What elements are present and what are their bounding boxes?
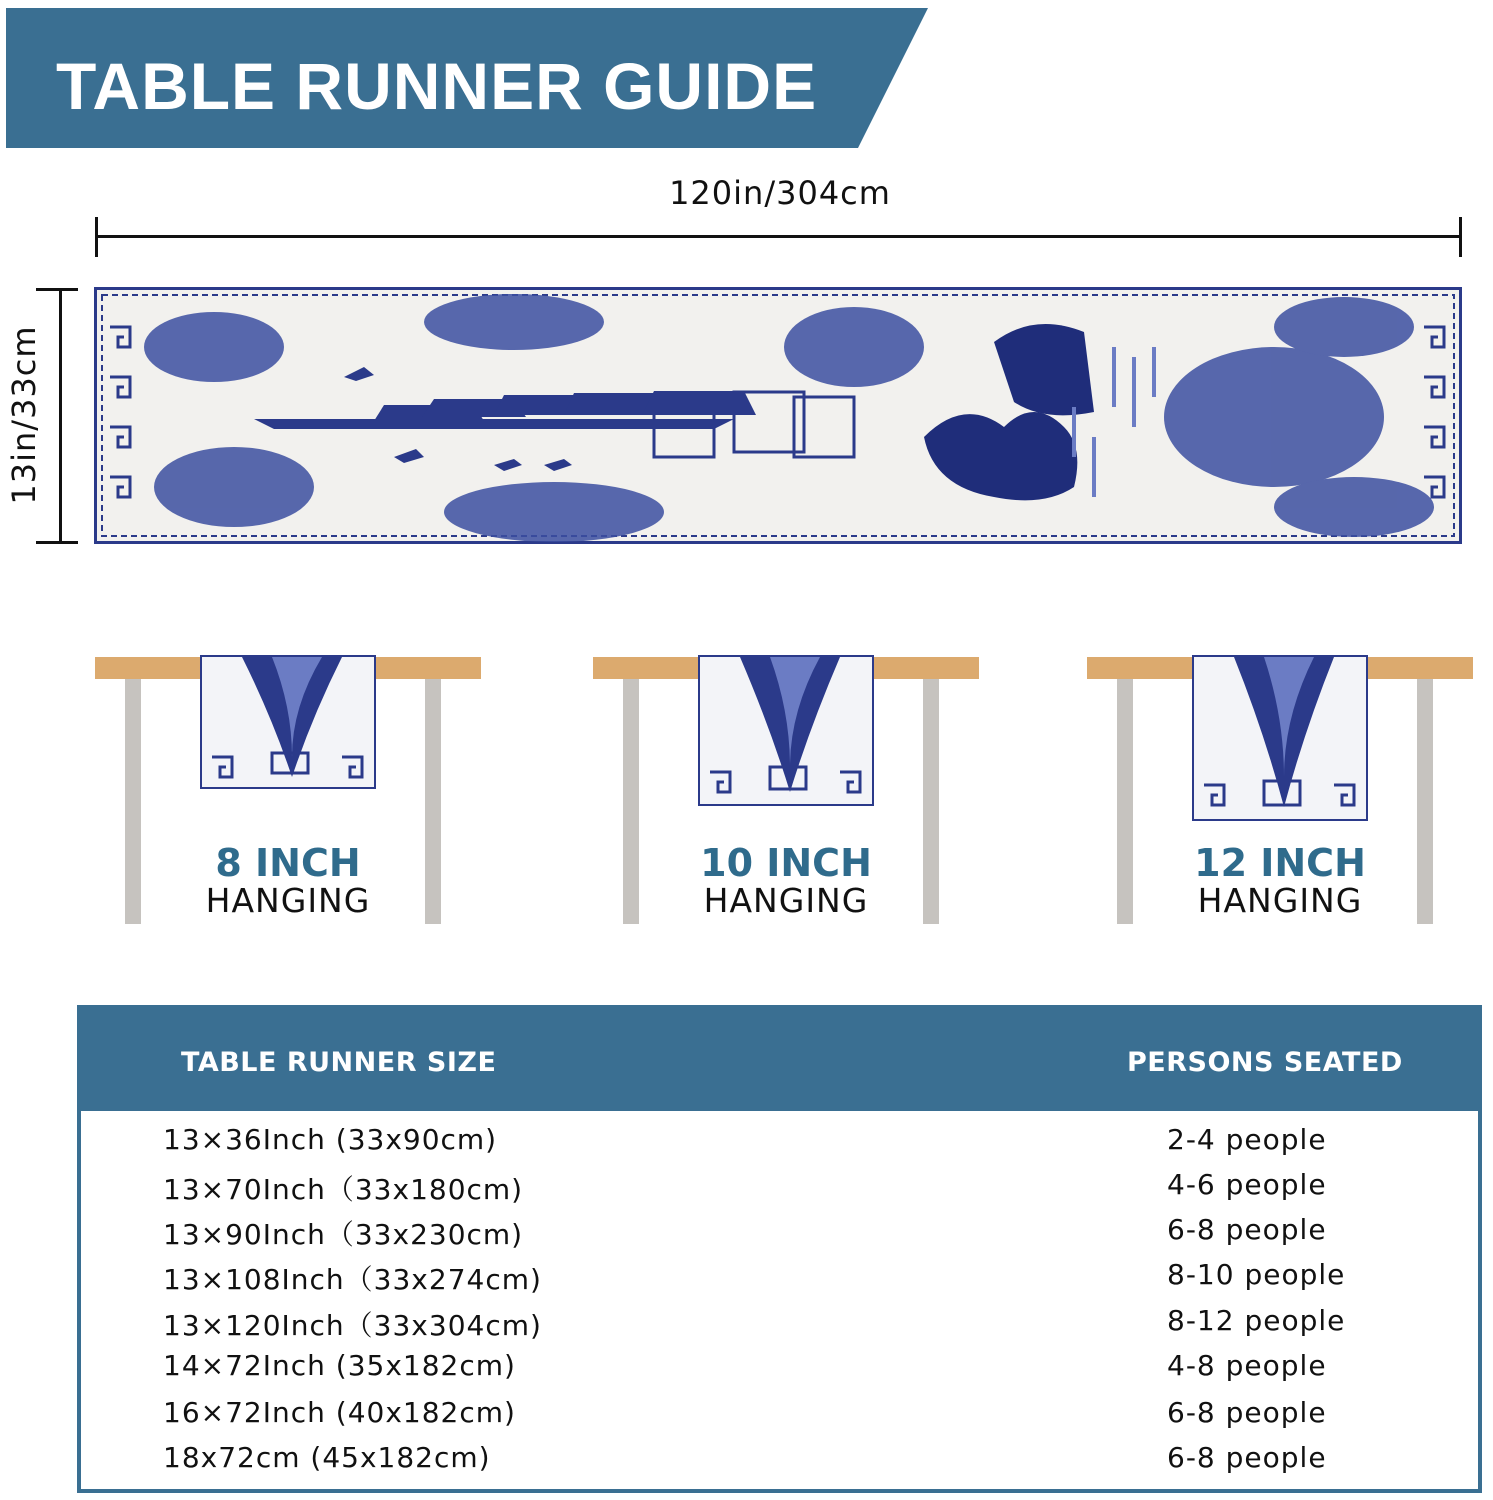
width-dimension-label: 13in/33cm: [5, 325, 43, 505]
table-row: [81, 1168, 1478, 1212]
runner-drop: [200, 655, 376, 789]
length-dimension-label: 120in/304cm: [669, 174, 891, 212]
runner-size-cell: 18x72cm (45x182cm): [163, 1441, 491, 1474]
page-title: TABLE RUNNER GUIDE: [56, 49, 818, 123]
persons-seated-cell: 4-8 people: [1167, 1349, 1327, 1382]
width-dimension-cap-bottom: [36, 541, 78, 544]
persons-seated-cell: 2-4 people: [1167, 1123, 1327, 1156]
size-table: [77, 1005, 1482, 1493]
column-header-size: TABLE RUNNER SIZE: [181, 1047, 497, 1078]
table-row: [81, 1396, 1478, 1440]
runner-size-cell: 16×72Inch (40x182cm): [163, 1396, 516, 1429]
table-row: [81, 1123, 1478, 1167]
persons-seated-cell: 6-8 people: [1167, 1441, 1327, 1474]
runner-size-cell: 13×108Inch（33x274cm): [163, 1263, 542, 1296]
column-header-seated: PERSONS SEATED: [1127, 1047, 1403, 1078]
runner-size-cell: 13×70Inch（33x180cm): [163, 1173, 524, 1206]
hanging-length-value: 12 INCH: [1194, 841, 1366, 885]
table-row: [81, 1213, 1478, 1257]
runner-drop: [1192, 655, 1368, 821]
hanging-length-value: 10 INCH: [700, 841, 872, 885]
runner-size-cell: 14×72Inch (35x182cm): [163, 1349, 516, 1382]
runner-size-cell: 13×36Inch (33x90cm): [163, 1123, 498, 1156]
length-dimension-cap-right: [1459, 217, 1462, 257]
persons-seated-cell: 4-6 people: [1167, 1168, 1327, 1201]
hanging-label: HANGING: [1197, 881, 1363, 920]
table-10-inch-hanging: [593, 655, 979, 927]
width-dimension-cap-top: [36, 288, 78, 291]
hanging-label: HANGING: [205, 881, 371, 920]
header-banner: [6, 8, 928, 148]
persons-seated-cell: 8-10 people: [1167, 1258, 1346, 1291]
persons-seated-cell: 6-8 people: [1167, 1213, 1327, 1246]
runner-size-cell: 13×90Inch（33x230cm): [163, 1218, 524, 1251]
hanging-label: HANGING: [703, 881, 869, 920]
table-row: [81, 1304, 1478, 1348]
persons-seated-cell: 6-8 people: [1167, 1396, 1327, 1429]
length-dimension-cap-left: [95, 217, 98, 257]
width-dimension-line: [59, 290, 62, 544]
length-dimension-line: [96, 235, 1462, 238]
size-table-header: [81, 1009, 1478, 1111]
table-row: [81, 1258, 1478, 1302]
runner-pattern: [94, 287, 1462, 544]
persons-seated-cell: 8-12 people: [1167, 1304, 1346, 1337]
table-12-inch-hanging: [1087, 655, 1473, 927]
table-runner-image: [94, 287, 1462, 544]
runner-drop: [698, 655, 874, 806]
table-8-inch-hanging: [95, 655, 481, 927]
table-row: [81, 1349, 1478, 1393]
runner-size-cell: 13×120Inch（33x304cm): [163, 1309, 542, 1342]
table-row: [81, 1441, 1478, 1485]
hanging-length-value: 8 INCH: [215, 841, 361, 885]
